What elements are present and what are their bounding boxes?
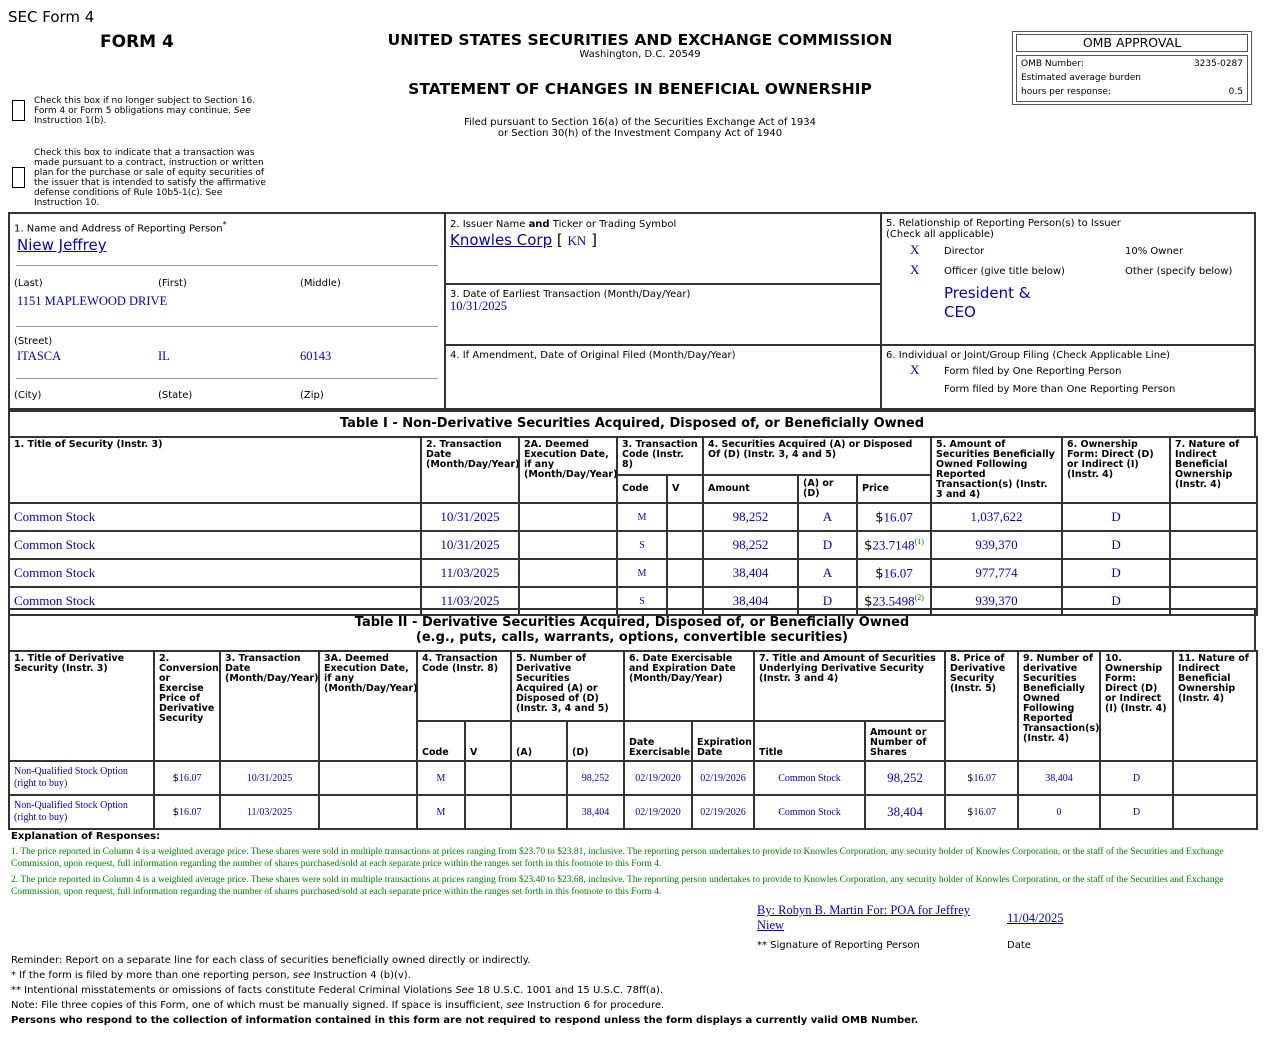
- issuer-link[interactable]: Knowles Corp: [450, 231, 553, 249]
- t1-security-title: Common Stock: [9, 531, 421, 559]
- t2-header-underlying: 7. Title and Amount of Securities Underlying Derivative Security (Instr. 3 and 4): [754, 651, 945, 721]
- relationship-label: 5. Relationship of Reporting Person(s) to Issuer: [886, 218, 1121, 229]
- omb-burden-label: Estimated average burden: [1021, 73, 1141, 83]
- t1-form: D: [1062, 503, 1170, 531]
- t2-derivative-title: Non-Qualified Stock Option (right to buy): [9, 761, 154, 795]
- explanation-title: Explanation of Responses:: [11, 831, 161, 842]
- omb-number-label: OMB Number:: [1021, 59, 1084, 69]
- t2-code: M: [417, 761, 465, 795]
- t2-header-conversion: 2. Conversion or Exercise Price of Derivative Security: [154, 651, 220, 761]
- t1-security-title: Common Stock: [9, 559, 421, 587]
- t2-subheader-v: V: [465, 721, 511, 761]
- t1-subheader-v: V: [667, 475, 703, 503]
- t2-header-nature: 11. Nature of Indirect Beneficial Ownership (Instr. 4): [1173, 651, 1257, 761]
- t2-header-price: 8. Price of Derivative Security (Instr. 5): [945, 651, 1018, 761]
- t1-v: [667, 503, 703, 531]
- issuer-value: Knowles Corp [ KN ]: [450, 231, 597, 249]
- t2-date-exercisable: 02/19/2020: [624, 795, 692, 829]
- t1-deemed-date: [519, 503, 617, 531]
- relationship-sublabel: (Check all applicable): [886, 229, 994, 240]
- amendment-label: 4. If Amendment, Date of Original Filed (Month/Day/Year): [450, 350, 736, 361]
- t1-a-or-d: D: [798, 587, 857, 615]
- city-label: (City): [14, 390, 42, 401]
- earliest-transaction-box: [444, 283, 882, 346]
- issuer-box: [444, 212, 882, 285]
- filed-pursuant-line1: Filed pursuant to Section 16(a) of the Securities Exchange Act of 1934: [464, 117, 816, 128]
- officer-checkmark[interactable]: X: [910, 262, 920, 277]
- t1-header-date: 2. Transaction Date (Month/Day/Year): [421, 437, 519, 503]
- table1-title: Table I - Non-Derivative Securities Acquired, Disposed of, or Beneficially Owned: [339, 416, 925, 431]
- note-misstatements: ** Intentional misstatements or omissions of facts constitute Federal Criminal Violations See 18 U.S.C. 1001 and 15 U.S.C. 78ff(a).: [11, 985, 664, 996]
- omb-approval-box: [1012, 31, 1252, 105]
- t2-conversion-price: $16.07: [154, 795, 220, 829]
- t1-security-title: Common Stock: [9, 503, 421, 531]
- note-multiple-persons: * If the form is filed by more than one reporting person, see Instruction 4 (b)(v).: [11, 970, 411, 981]
- rule10b5-text: Check this box to indicate that a transaction was made pursuant to a contract, instruction or written plan for the purchase or sale of equity securities of the issuer that is intended to satisfy the affirmative defense conditions of Rule 10b5-1(c). See Instruction 10.: [34, 148, 266, 208]
- signature-date-link[interactable]: 11/04/2025: [1007, 911, 1064, 925]
- table2-title-box: [8, 608, 1256, 652]
- t1-transaction-date: 10/31/2025: [421, 531, 519, 559]
- agency-address: Washington, D.C. 20549: [579, 49, 701, 60]
- omb-hours-value: 0.5: [1228, 87, 1243, 97]
- t2-owned: 38,404: [1018, 761, 1100, 795]
- t1-price: $23.5498$^{(2)}$: [857, 587, 931, 615]
- t2-header-deemed: 3A. Deemed Execution Date, if any (Month/Day/Year): [319, 651, 417, 761]
- t1-amount: 98,252: [703, 503, 798, 531]
- t2-price: $16.07: [945, 761, 1018, 795]
- t2-nature: [1173, 761, 1257, 795]
- t2-transaction-date: 11/03/2025: [220, 795, 319, 829]
- t1-deemed-date: [519, 531, 617, 559]
- t1-owned: 977,774: [931, 559, 1062, 587]
- t1-price: $23.7148$^{(1)}$: [857, 531, 931, 559]
- t2-subheader-shares: Amount or Number of Shares: [865, 721, 945, 761]
- state-value: IL: [158, 349, 170, 363]
- zip-label: (Zip): [300, 390, 324, 401]
- sec-form-label: SEC Form 4: [8, 8, 95, 26]
- t1-owned: 939,370: [931, 531, 1062, 559]
- t1-form: D: [1062, 531, 1170, 559]
- t1-price: $16.07: [857, 503, 931, 531]
- table-row: [9, 761, 1257, 795]
- footnote-2: 2. The price reported in Column 4 is a weighted average price. These shares were sold in multiple transactions at prices ranging from $23.40 to $23.68, inclusive. The reporting person undertakes to provide to Knowles Corporation, any security holder of Knowles Corporation, or the staff of the Securities and Exchange Commission, upon request, full information regarding the number of shares purchased/sold at each separate price within the ranges set forth in this footnote to this Form 4.: [11, 875, 1224, 897]
- t1-owned: 1,037,622: [931, 503, 1062, 531]
- table-row: [9, 503, 1257, 531]
- t2-underlying-shares: 38,404: [865, 795, 945, 829]
- t2-form: D: [1100, 761, 1173, 795]
- t1-header-title: 1. Title of Security (Instr. 3): [9, 437, 421, 503]
- table-row: [9, 531, 1257, 559]
- t1-header-owned: 5. Amount of Securities Beneficially Owned Following Reported Transaction(s) (Instr. 3 and 4): [931, 437, 1062, 503]
- reporting-person-name-link[interactable]: Niew Jeffrey: [17, 236, 107, 254]
- omb-hours-label: hours per response:: [1021, 87, 1111, 97]
- t1-header-acquired: 4. Securities Acquired (A) or Disposed Of (D) (Instr. 3, 4 and 5): [703, 437, 931, 475]
- t2-v: [465, 761, 511, 795]
- t2-subheader-exercisable: Date Exercisable: [624, 721, 692, 761]
- t2-conversion-price: $16.07: [154, 761, 220, 795]
- table2: [8, 650, 1258, 830]
- t2-underlying-shares: 98,252: [865, 761, 945, 795]
- t1-subheader-price: Price: [857, 475, 931, 503]
- form-title: FORM 4: [100, 32, 174, 52]
- t1-code: S: [617, 587, 667, 615]
- t2-header-date: 3. Transaction Date (Month/Day/Year): [220, 651, 319, 761]
- director-checkmark[interactable]: X: [910, 242, 920, 257]
- t2-disposed: 98,252: [567, 761, 624, 795]
- table1: [8, 436, 1258, 616]
- t1-nature: [1170, 559, 1257, 587]
- footnote-1: 1. The price reported in Column 4 is a weighted average price. These shares were sold in multiple transactions at prices ranging from $23.70 to $23.81, inclusive. The reporting person undertakes to provide to Knowles Corporation, any security holder of Knowles Corporation, or the staff of the Securities and Exchange Commission, upon request, full information regarding the number of shares purchased/sold at each separate price within the ranges set forth in this footnote to this Form 4.: [11, 847, 1224, 869]
- section16-checkbox[interactable]: [12, 100, 25, 121]
- t2-underlying-title: Common Stock: [754, 795, 865, 829]
- t1-a-or-d: A: [798, 503, 857, 531]
- t1-amount: 38,404: [703, 559, 798, 587]
- t1-subheader-code: Code: [617, 475, 667, 503]
- omb-title: OMB APPROVAL: [1016, 34, 1248, 52]
- t1-amount: 98,252: [703, 531, 798, 559]
- reporting-person-box: [8, 212, 446, 410]
- filed-pursuant-line2: or Section 30(h) of the Investment Company Act of 1940: [497, 128, 783, 139]
- t1-a-or-d: D: [798, 531, 857, 559]
- t1-header-nature: 7. Nature of Indirect Beneficial Ownership (Instr. 4): [1170, 437, 1257, 503]
- t1-security-title: Common Stock: [9, 587, 421, 615]
- reminder-note: Reminder: Report on a separate line for each class of securities beneficially owned directly or indirectly.: [11, 955, 531, 966]
- t1-subheader-aord: (A) or (D): [798, 475, 857, 503]
- agency-name: UNITED STATES SECURITIES AND EXCHANGE COMMISSION: [387, 31, 893, 49]
- street-label: (Street): [14, 336, 53, 347]
- director-label: Director: [944, 246, 985, 257]
- city-value: ITASCA: [17, 349, 62, 363]
- t1-subheader-amount: Amount: [703, 475, 798, 503]
- footnote-1-ref[interactable]: (1): [914, 536, 924, 546]
- t2-v: [465, 795, 511, 829]
- last-label: (Last): [14, 278, 43, 289]
- t2-date-exercisable: 02/19/2020: [624, 761, 692, 795]
- t1-nature: [1170, 531, 1257, 559]
- t2-transaction-date: 10/31/2025: [220, 761, 319, 795]
- earliest-transaction-label: 3. Date of Earliest Transaction (Month/Day/Year): [450, 289, 691, 300]
- t1-transaction-date: 11/03/2025: [421, 559, 519, 587]
- officer-label: Officer (give title below): [944, 266, 1065, 277]
- t2-header-form: 10. Ownership Form: Direct (D) or Indirect (I) (Instr. 4): [1100, 651, 1173, 761]
- t1-code: M: [617, 559, 667, 587]
- t1-form: D: [1062, 559, 1170, 587]
- state-label: (State): [158, 390, 193, 401]
- section16-text: Check this box if no longer subject to Section 16. Form 4 or Form 5 obligations may continue. See Instruction 1(b).: [34, 96, 256, 126]
- t2-subheader-a: (A): [511, 721, 567, 761]
- t1-price: $16.07: [857, 559, 931, 587]
- t2-underlying-title: Common Stock: [754, 761, 865, 795]
- t2-owned: 0: [1018, 795, 1100, 829]
- t2-acquired: [511, 795, 567, 829]
- t1-transaction-date: 11/03/2025: [421, 587, 519, 615]
- t1-nature: [1170, 503, 1257, 531]
- t1-deemed-date: [519, 559, 617, 587]
- t2-header-exercisable: 6. Date Exercisable and Expiration Date (Month/Day/Year): [624, 651, 754, 721]
- filing-type-label: 6. Individual or Joint/Group Filing (Check Applicable Line): [886, 350, 1171, 361]
- omb-number-value: 3235-0287: [1193, 59, 1243, 69]
- footnote-2-ref[interactable]: (2): [914, 592, 924, 602]
- note-copies: Note: File three copies of this Form, one of which must be manually signed. If space is insufficient, see Instruction 6 for procedure.: [11, 1000, 665, 1011]
- t2-header-owned: 9. Number of derivative Securities Beneficially Owned Following Reported Transaction(s) (Instr. 4): [1018, 651, 1100, 761]
- t2-header-title: 1. Title of Derivative Security (Instr. 3): [9, 651, 154, 761]
- relationship-box: [880, 212, 1256, 346]
- t1-a-or-d: A: [798, 559, 857, 587]
- filing-type-box: [880, 344, 1256, 410]
- t2-derivative-title: Non-Qualified Stock Option (right to buy): [9, 795, 154, 829]
- amendment-box: [444, 344, 882, 410]
- one-person-label: Form filed by One Reporting Person: [944, 366, 1122, 377]
- omb-details: [1016, 55, 1248, 102]
- t2-subheader-title: Title: [754, 721, 865, 761]
- t1-header-code: 3. Transaction Code (Instr. 8): [617, 437, 703, 475]
- t1-transaction-date: 10/31/2025: [421, 503, 519, 531]
- t2-subheader-d: (D): [567, 721, 624, 761]
- t1-code: M: [617, 503, 667, 531]
- t2-acquired: [511, 761, 567, 795]
- t2-form: D: [1100, 795, 1173, 829]
- t2-expiration-date: 02/19/2026: [692, 795, 754, 829]
- rule10b5-checkbox[interactable]: [12, 167, 25, 188]
- more-person-label: Form filed by More than One Reporting Person: [944, 384, 1176, 395]
- t2-subheader-expiration: Expiration Date: [692, 721, 754, 761]
- table-row: [9, 559, 1257, 587]
- officer-title: President & CEO: [944, 284, 1031, 321]
- t2-price: $16.07: [945, 795, 1018, 829]
- t1-amount: 38,404: [703, 587, 798, 615]
- t1-header-deemed: 2A. Deemed Execution Date, if any (Month/Day/Year): [519, 437, 617, 503]
- t2-header-code: 4. Transaction Code (Instr. 8): [417, 651, 511, 721]
- street-value: 1151 MAPLEWOOD DRIVE: [17, 294, 168, 308]
- earliest-transaction-date: 10/31/2025: [450, 299, 507, 313]
- zip-value: 60143: [300, 349, 332, 363]
- reporting-person-label: 1. Name and Address of Reporting Person*: [14, 220, 227, 235]
- table-row: [9, 795, 1257, 829]
- t1-v: [667, 559, 703, 587]
- other-label: Other (specify below): [1125, 266, 1233, 277]
- signature-link[interactable]: By: Robyn B. Martin For: POA for Jeffrey Niew: [757, 903, 970, 932]
- t1-form: D: [1062, 587, 1170, 615]
- t2-deemed-date: [319, 761, 417, 795]
- table2-title: Table II - Derivative Securities Acquired, Disposed of, or Beneficially Owned (e.g., puts, calls, warrants, options, convertible securities): [354, 615, 910, 645]
- t2-deemed-date: [319, 795, 417, 829]
- t2-code: M: [417, 795, 465, 829]
- t2-header-number: 5. Number of Derivative Securities Acquired (A) or Disposed of (D) (Instr. 3, 4 and 5): [511, 651, 624, 721]
- t2-expiration-date: 02/19/2026: [692, 761, 754, 795]
- t1-v: [667, 531, 703, 559]
- first-label: (First): [158, 278, 187, 289]
- statement-title: STATEMENT OF CHANGES IN BENEFICIAL OWNERSHIP: [408, 80, 872, 98]
- t2-subheader-code: Code: [417, 721, 465, 761]
- one-person-checkmark[interactable]: X: [910, 362, 920, 377]
- t1-owned: 939,370: [931, 587, 1062, 615]
- t1-header-form: 6. Ownership Form: Direct (D) or Indirect (I) (Instr. 4): [1062, 437, 1170, 503]
- t2-disposed: 38,404: [567, 795, 624, 829]
- t1-code: S: [617, 531, 667, 559]
- t2-nature: [1173, 795, 1257, 829]
- signature-label: ** Signature of Reporting Person: [757, 940, 920, 951]
- table1-title-box: [8, 410, 1256, 438]
- ticker-symbol: KN: [567, 233, 587, 248]
- ten-percent-owner-label: 10% Owner: [1125, 246, 1184, 257]
- date-label: Date: [1007, 940, 1031, 951]
- middle-label: (Middle): [300, 278, 341, 289]
- issuer-label: 2. Issuer Name and Ticker or Trading Symbol: [450, 219, 677, 230]
- omb-notice: Persons who respond to the collection of information contained in this form are not required to respond unless the form displays a currently valid OMB Number.: [11, 1015, 919, 1026]
